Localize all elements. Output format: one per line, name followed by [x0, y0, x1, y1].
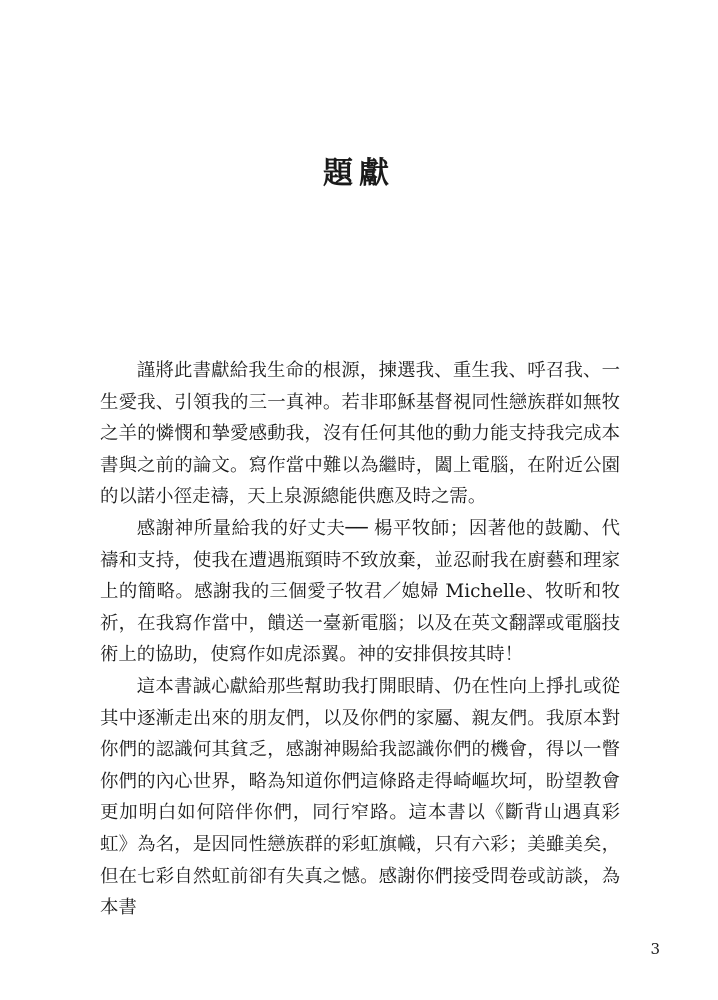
page-title: 題獻	[323, 156, 395, 191]
paragraph-dedication-friends: 這本書誠心獻給那些幫助我打開眼睛、仍在性向上掙扎或從其中逐漸走出來的朋友們，以及你們的家屬、親友們。我原本對你們的認識何其貧乏，感謝神賜給我認識你們的機會，得以一瞥你們的內心世界，略為知道你們這條路走得崎嶇坎坷，盼望教會更加明白如何陪伴你們，同行窄路。這本書以《斷背山遇真彩虹》為名，是因同性戀族群的彩虹旗幟，只有六彩；美雖美矣，但在七彩自然虹前卻有失真之憾。感謝你們接受問卷或訪談，為本書	[100, 675, 620, 919]
page-number: 3	[650, 940, 660, 958]
paragraph-dedication-god: 謹將此書獻給我生命的根源，揀選我、重生我、呼召我、一生愛我、引領我的三一真神。若非耶穌基督視同性戀族群如無牧之羊的憐憫和摯愛感動我，沒有任何其他的動力能支持我完成本書與之前的論文。寫作當中難以為繼時，闔上電腦，在附近公園的以諾小徑走禱，天上泉源總能供應及時之需。	[100, 360, 620, 508]
paragraph-thanks-family: 感謝神所量給我的好丈夫── 楊平牧師；因著他的鼓勵、代禱和支持，使我在遭遇瓶頸時不致放棄，並忍耐我在廚藝和理家上的簡略。感謝我的三個愛子牧君／媳婦 Michelle、牧昕和牧祈，在我寫作當中，饋送一臺新電腦；以及在英文翻譯或電腦技術上的協助，使寫作如虎添翼。神的安排俱按其時！	[100, 517, 620, 666]
body-text	[100, 355, 620, 924]
